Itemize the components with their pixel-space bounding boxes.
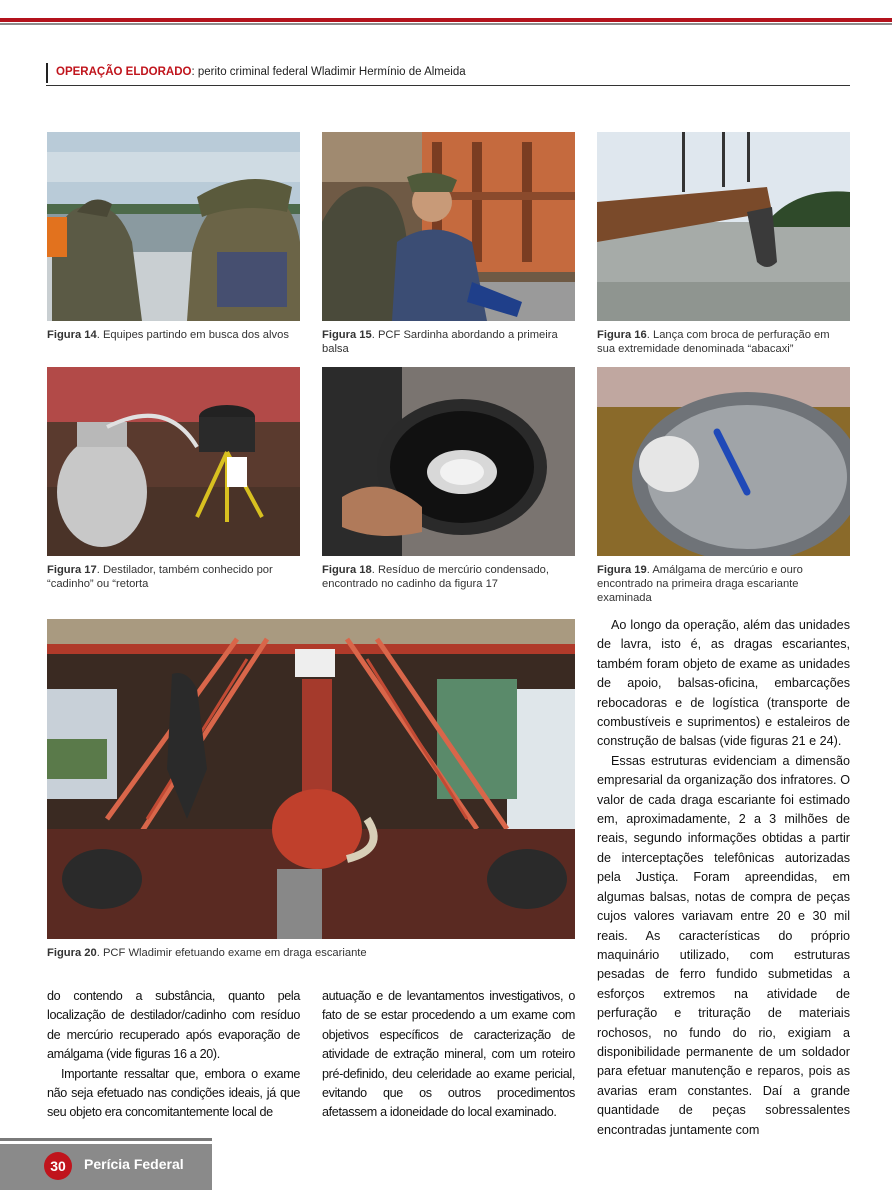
figure-14-label: Figura 14: [47, 329, 97, 341]
figure-15-text: . PCF Sardinha abordando a primeira balsa: [322, 329, 558, 355]
body-column-1: [47, 987, 300, 1123]
body-column-3: [597, 616, 850, 1140]
figure-17-text: . Destilador, também conhecido por “cadinho” ou “retorta: [47, 564, 273, 590]
page-number-badge: 30: [44, 1152, 72, 1180]
figure-16-caption: [597, 328, 850, 356]
figure-19-photo: [597, 367, 850, 556]
publication-title: Perícia Federal: [84, 1156, 184, 1172]
figure-18-text: . Resíduo de mercúrio condensado, encontrado no cadinho da figura 17: [322, 564, 549, 590]
body-column-2: [322, 987, 575, 1123]
figure-19-text: . Amálgama de mercúrio e ouro encontrado na primeira draga escariante examinada: [597, 564, 803, 604]
header-title: OPERAÇÃO ELDORADO: [56, 66, 192, 78]
top-rule-red: [0, 18, 892, 22]
figure-18-caption: [322, 563, 575, 591]
col1-paragraph-2: Importante ressaltar que, embora o exame não seja efetuado nas condições ideais, já que seu objeto era concomitantemente local de: [47, 1066, 300, 1120]
figure-18-label: Figura 18: [322, 564, 372, 576]
figure-20-label: Figura 20: [47, 947, 97, 959]
figure-19-caption: [597, 563, 850, 605]
figure-16-photo: [597, 132, 850, 321]
running-header: [46, 63, 850, 86]
figure-20-text: . PCF Wladimir efetuando exame em draga escariante: [96, 947, 367, 959]
figure-17-label: Figura 17: [47, 564, 97, 576]
figure-16-text: . Lança com broca de perfuração em sua extremidade denominada “abacaxi”: [597, 329, 830, 355]
figure-15-caption: [322, 328, 575, 356]
figure-17-photo: [47, 367, 300, 556]
figure-15-label: Figura 15: [322, 329, 372, 341]
col2-paragraph-1: autuação e de levantamentos investigativos, o fato de se estar procedendo a um exame com objetivos específicos de caracterização de atividade de extração mineral, com um roteiro pré-definido, deu celeridade ao exame pericial, evitando que os outros procedimentos afetassem a idoneidade do local examinado.: [322, 989, 575, 1120]
col3-paragraph-2: Essas estruturas evidenciam a dimensão empresarial da organização dos infratores. O valor de cada draga escariante foi estimado em, aproximadamente, 2 a 3 milhões de reais, segundo informações obtidas a partir de interceptações telefônicas autorizadas pela Justiça. Foram apreendidas, em algumas balsas, notas de compra de peças cujos valores variavam entre 20 e 30 mil reais. As características do próprio maquinário utilizado, com estruturas pesadas de ferro fundido submetidas a esforços extremos na atividade de perfuração e trituração de materiais rochosos, no fundo do rio, exigiam a disponibilidade permanente de um soldador para efetuar manutenção e reparos, pois as avarias eram constantes. Daí a grande quantidade de peças sobressalentes encontradas juntamente com: [597, 753, 850, 1137]
header-marker: [46, 63, 48, 83]
figure-17-caption: [47, 563, 300, 591]
figure-14-photo: [47, 132, 300, 321]
figure-20-caption: [47, 946, 575, 960]
header-text: [56, 66, 466, 78]
figure-16-label: Figura 16: [597, 329, 647, 341]
figure-15-photo: [322, 132, 575, 321]
figure-19-label: Figura 19: [597, 564, 647, 576]
header-subtitle: : perito criminal federal Wladimir Hermínio de Almeida: [191, 66, 466, 78]
top-rule-gray: [0, 23, 892, 25]
figure-18-photo: [322, 367, 575, 556]
col3-paragraph-1: Ao longo da operação, além das unidades de lavra, isto é, as dragas escariantes, também foram objeto de exame as unidades de apoio, balsas-oficina, embarcações rebocadoras e de logística (transporte de combustíveis e suprimentos) e estaleiros de construção de balsas (vide figuras 21 e 24).: [597, 618, 850, 749]
figure-20-photo: [47, 619, 575, 939]
figure-14-text: . Equipes partindo em busca dos alvos: [96, 329, 289, 341]
footer-rule: [0, 1138, 212, 1141]
figure-14-caption: [47, 328, 300, 342]
col1-paragraph-1: do contendo a substância, quanto pela localização de destilador/cadinho com resíduo de mercúrio recuperado após evaporação de amálgama (vide figuras 16 a 20).: [47, 989, 300, 1062]
